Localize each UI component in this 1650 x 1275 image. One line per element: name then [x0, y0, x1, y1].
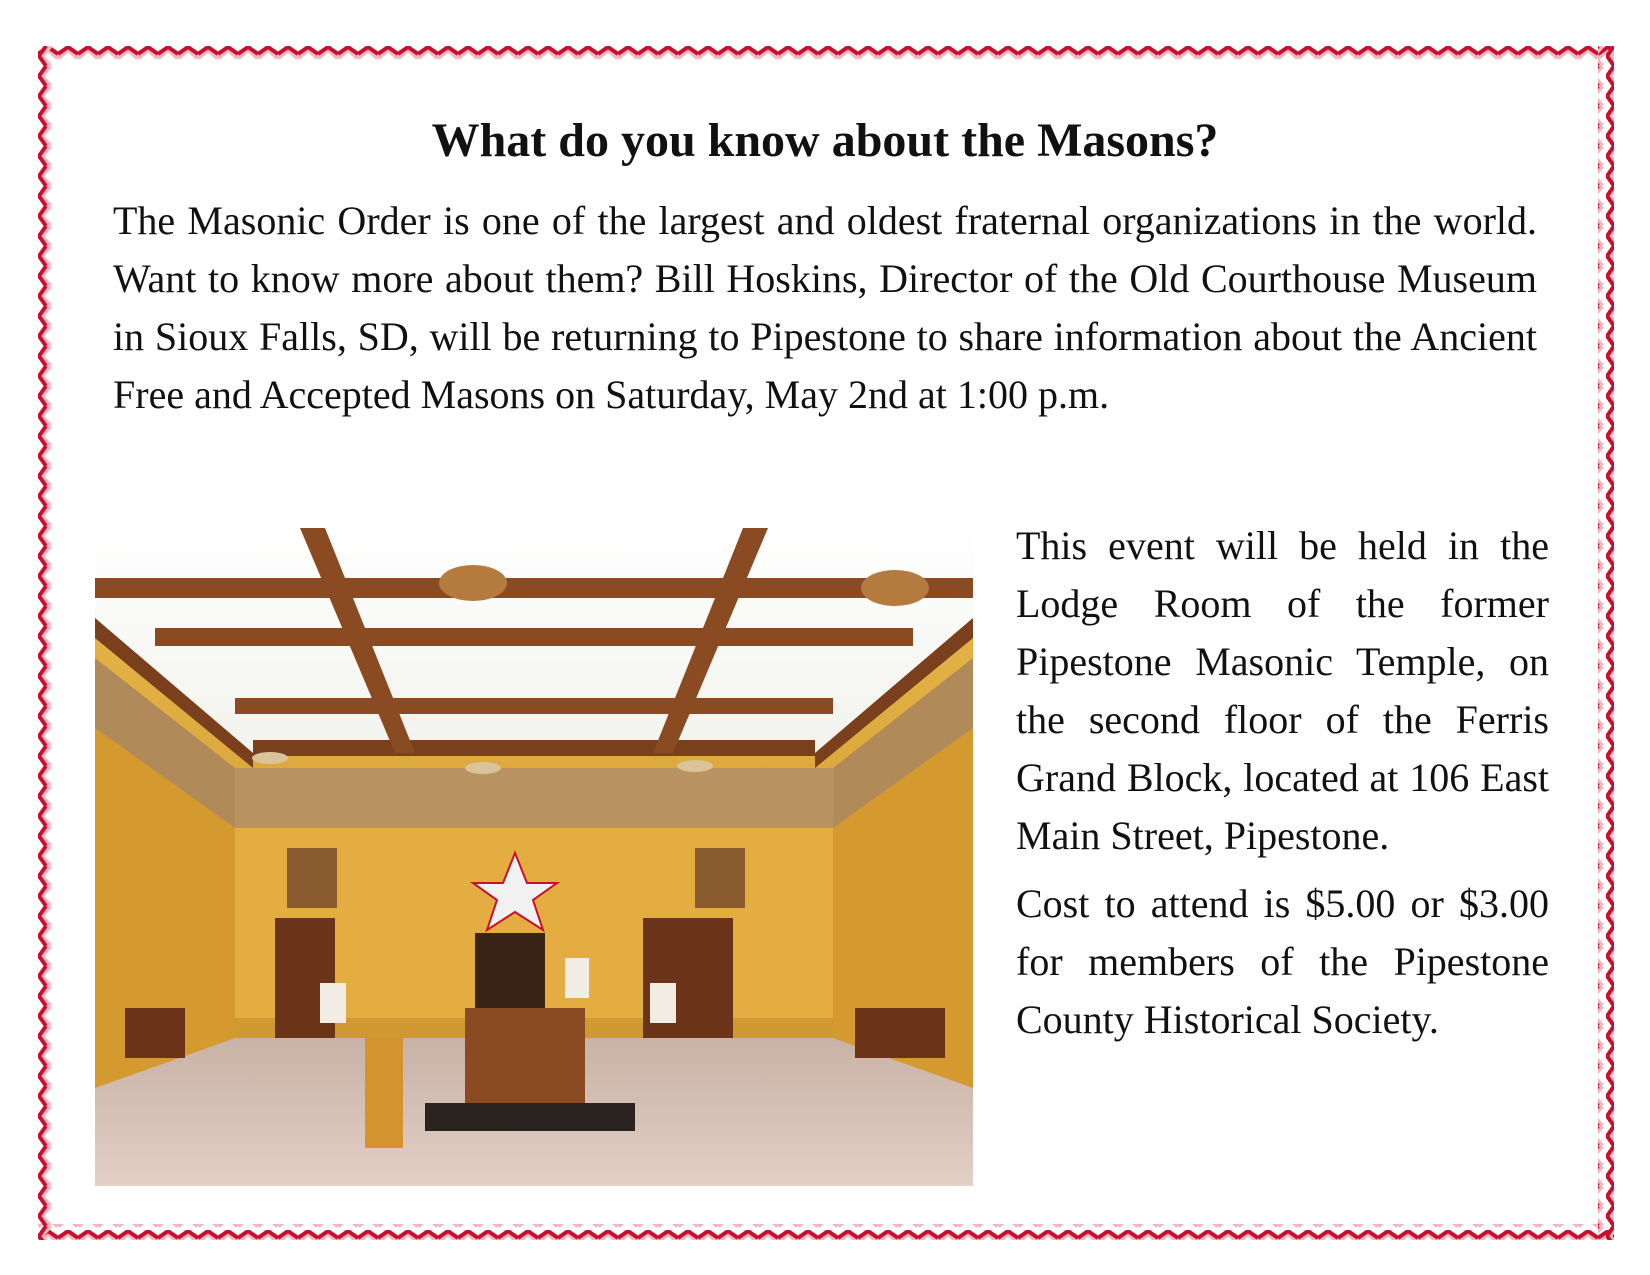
lodge-room-illustration: [95, 528, 973, 1186]
cost-paragraph: Cost to attend is $5.00 or $3.00 for members of the Pipestone County Historical Society.: [1016, 881, 1549, 1042]
page-title: What do you know about the Masons?: [431, 114, 1219, 167]
lodge-room-photo: [95, 528, 973, 1186]
intro-paragraph: The Masonic Order is one of the largest and oldest fraternal organizations in the world. Want to know more about them? Bill Hoskins, Director of the Old Courthouse Museum in Sioux Falls, SD, will be returning to Pipestone to share information about the Ancient Free and Accepted Masons on Saturday, May 2nd at 1:00 p.m.: [113, 198, 1537, 417]
location-paragraph: This event will be held in the Lodge Room of the former Pipestone Masonic Temple, on the second floor of the Ferris Grand Block, located at 106 East Main Street, Pipestone.: [1016, 523, 1549, 858]
event-details: [1016, 517, 1549, 1059]
